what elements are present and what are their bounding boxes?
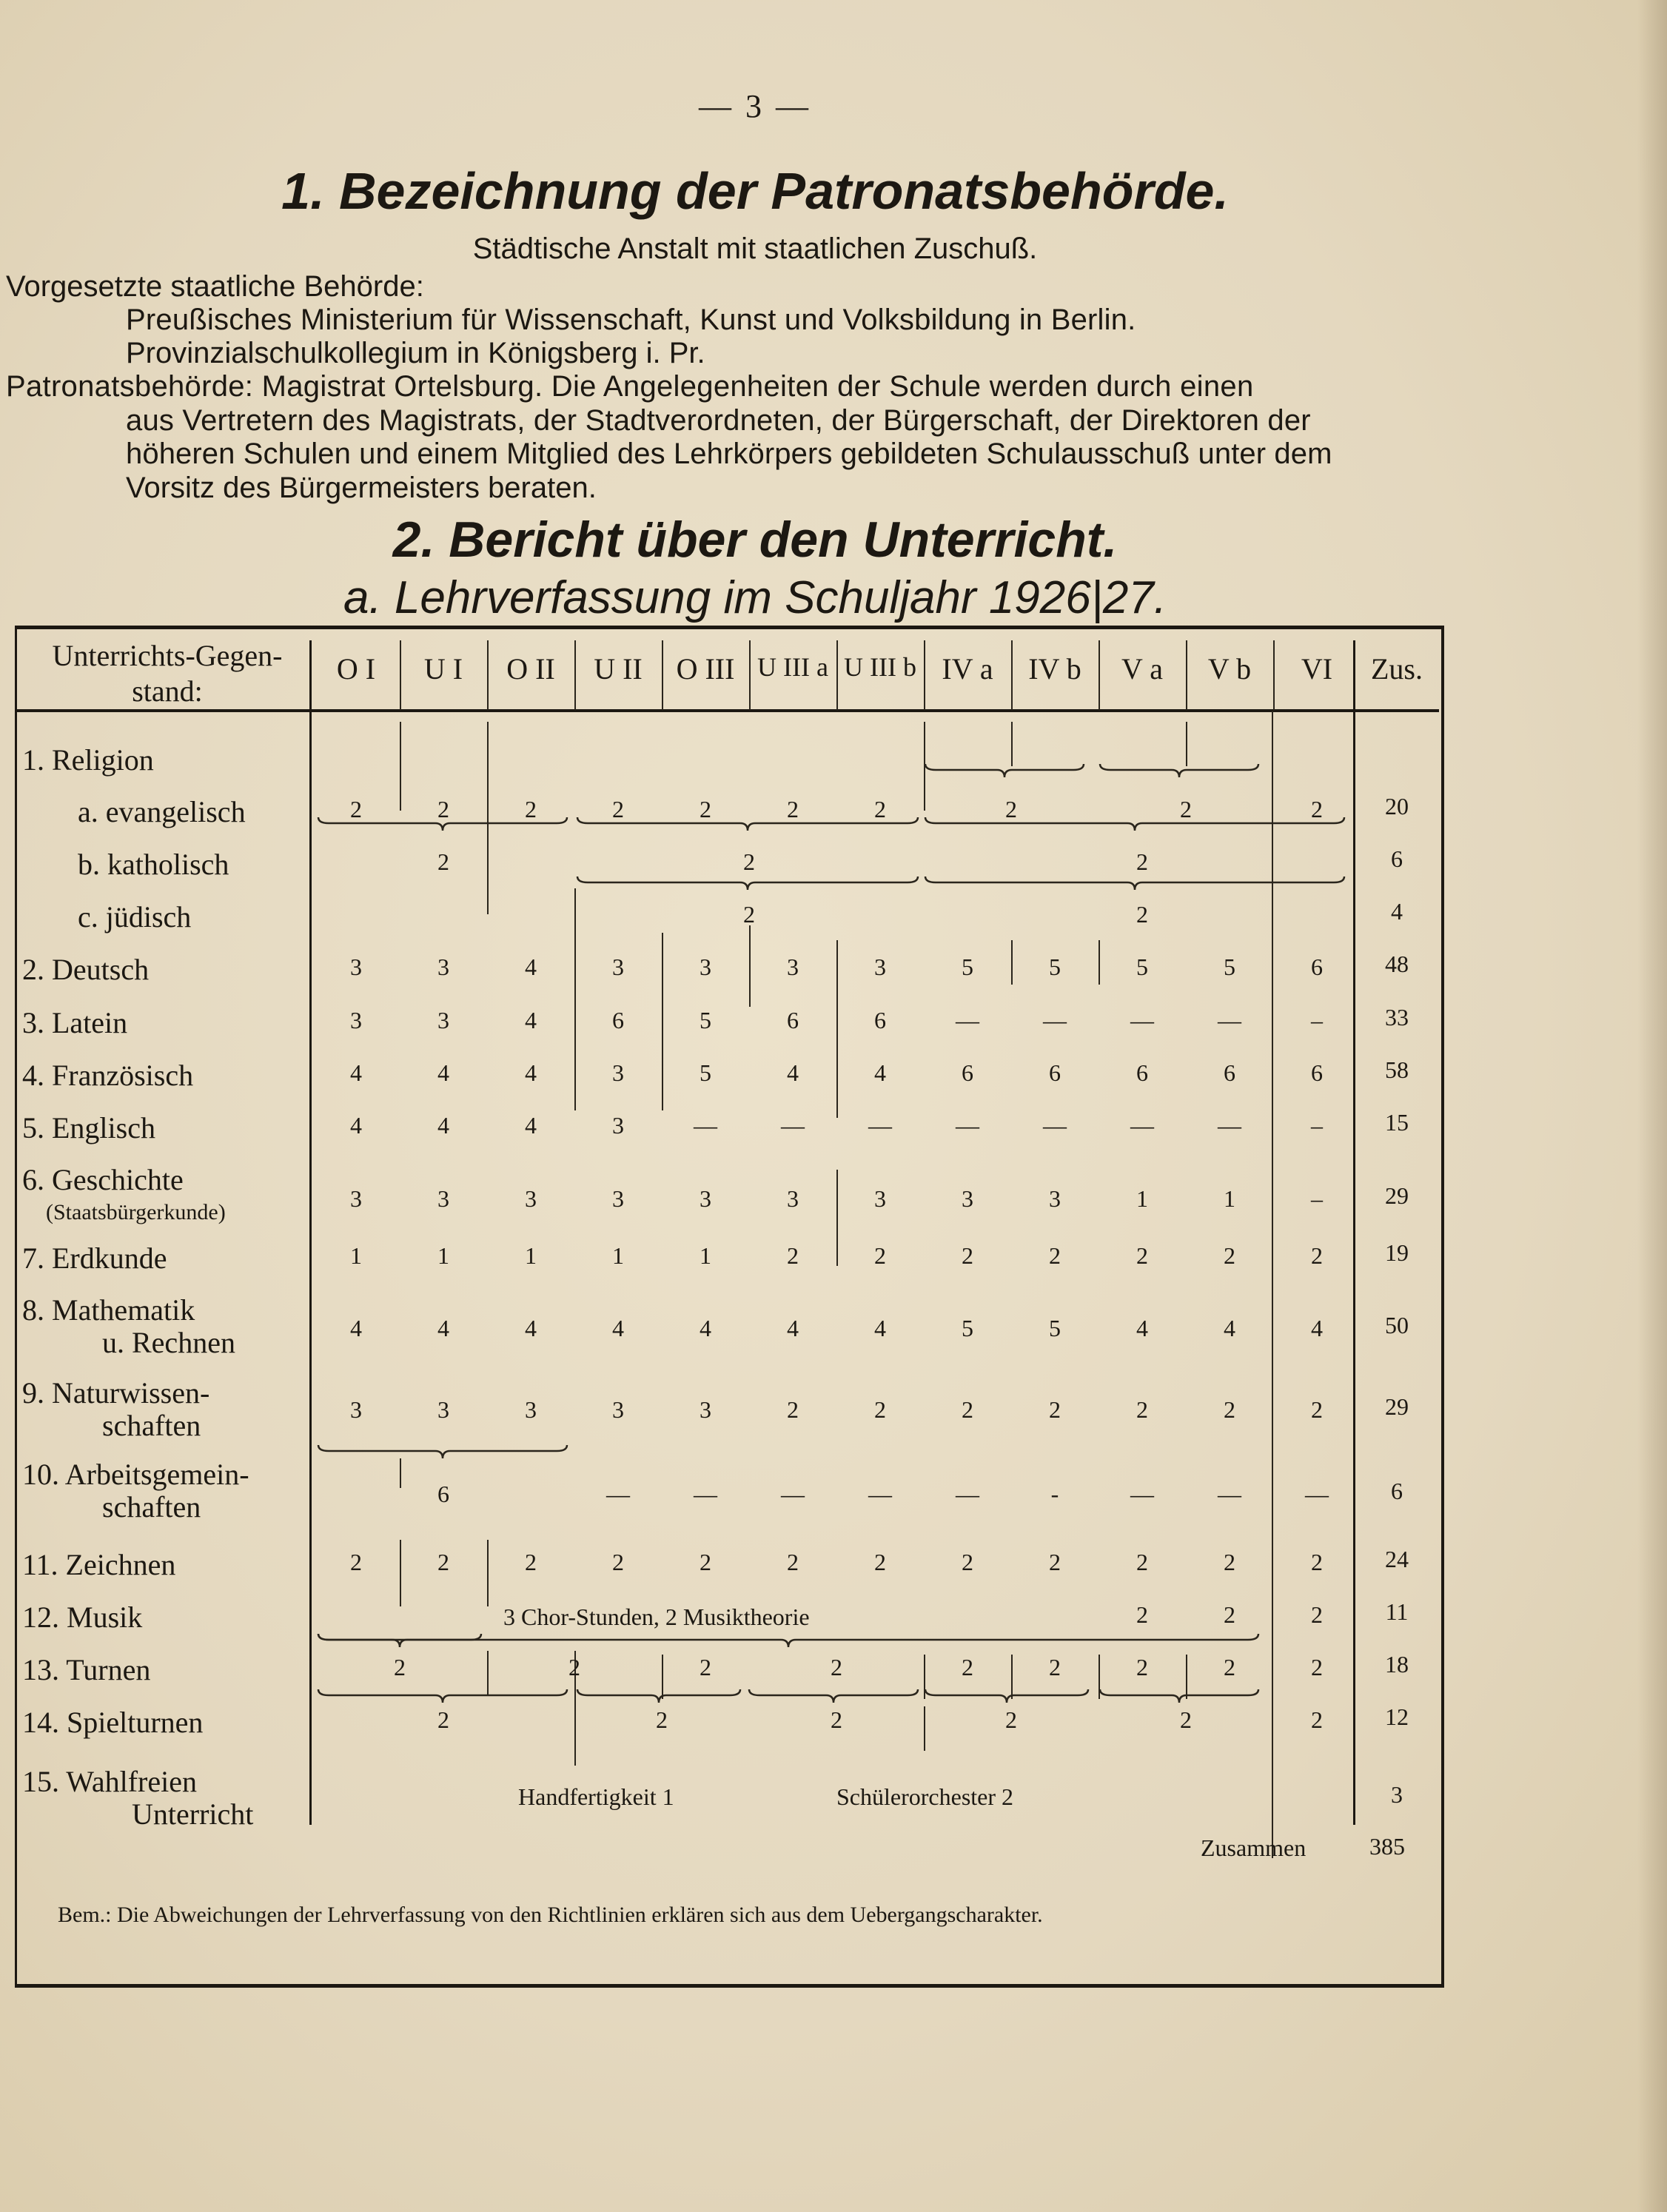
row-total: 33 xyxy=(1385,1004,1409,1030)
table-cell: 2 xyxy=(874,1549,886,1575)
table-cell: 3 xyxy=(437,1185,449,1212)
subject-label-line: 13. Turnen xyxy=(22,1653,151,1686)
grouping-brace xyxy=(925,764,1084,777)
table-cell: 2 xyxy=(437,1549,449,1575)
subject-label-line: 10. Arbeitsgemein- xyxy=(22,1458,249,1491)
table-cell: — xyxy=(1305,1481,1329,1507)
table-cell: 2 xyxy=(525,796,537,822)
grouping-brace xyxy=(577,1689,740,1703)
row-total: 50 xyxy=(1385,1312,1409,1338)
column-header: U I xyxy=(423,652,463,686)
table-cell: 4 xyxy=(1136,1315,1148,1341)
table-cell: 4 xyxy=(350,1315,362,1341)
subject-header-line-2: stand: xyxy=(132,674,203,708)
table-cell: 2 xyxy=(831,1706,842,1733)
row-total: 3 xyxy=(1391,1781,1403,1808)
table-cell: – xyxy=(1311,1112,1323,1139)
table-cell: 2 xyxy=(962,1396,973,1423)
subject-label-line: 2. Deutsch xyxy=(22,953,150,986)
table-cell: 3 xyxy=(437,1007,449,1033)
table-cell: — xyxy=(781,1112,805,1139)
row-total: 18 xyxy=(1385,1651,1409,1678)
subject-label-line: 4. Französisch xyxy=(22,1059,194,1092)
table-cell: 2 xyxy=(437,1706,449,1733)
row-total: 29 xyxy=(1385,1182,1409,1209)
table-cell: 2 xyxy=(1005,796,1017,822)
section-2-heading: 2. Bericht über den Unterricht. xyxy=(392,512,1118,568)
table-cell: 3 xyxy=(437,1396,449,1423)
subject-label-line: 11. Zeichnen xyxy=(22,1548,176,1581)
grouping-brace xyxy=(925,877,1344,890)
column-header: O I xyxy=(336,652,376,686)
subject-header-line-1: Unterrichts-Gegen- xyxy=(52,639,283,672)
table-cell: 3 xyxy=(350,953,362,980)
table-cell: 5 xyxy=(1049,953,1061,980)
table-cell: 2 xyxy=(1311,1242,1323,1269)
table-cell: 2 xyxy=(656,1706,668,1733)
table-cell: 5 xyxy=(1049,1315,1061,1341)
table-cell: 6 xyxy=(1136,1059,1148,1086)
text-line-1: Vorgesetzte staatliche Behörde: xyxy=(6,270,424,303)
subject-label-line: 15. Wahlfreien xyxy=(22,1765,197,1798)
table-cell: 3 xyxy=(612,1059,624,1086)
table-cell: 6 xyxy=(1224,1059,1235,1086)
table-cell: — xyxy=(694,1112,717,1139)
table-cell: – xyxy=(1311,1007,1323,1033)
grouping-brace xyxy=(318,817,567,831)
wahlfrei-note-orchester: Schülerorchester 2 xyxy=(836,1783,1014,1810)
column-header: Zus. xyxy=(1371,652,1423,686)
table-cell: 2 xyxy=(1136,901,1148,928)
table-cell: 4 xyxy=(525,1315,537,1341)
row-total: 24 xyxy=(1385,1546,1409,1572)
table-cell: 3 xyxy=(1049,1185,1061,1212)
grouping-brace xyxy=(1100,764,1258,777)
table-cell: 1 xyxy=(612,1242,624,1269)
table-cell: 2 xyxy=(787,1549,799,1575)
subject-label-line: 7. Erdkunde xyxy=(22,1241,167,1275)
table-cell: 2 xyxy=(962,1549,973,1575)
table-cell: — xyxy=(956,1112,979,1139)
table-cell: — xyxy=(1043,1112,1067,1139)
row-total: 29 xyxy=(1385,1393,1409,1420)
table-cell: 4 xyxy=(700,1315,711,1341)
table-cell: — xyxy=(956,1481,979,1507)
table-cell: 2 xyxy=(1311,1549,1323,1575)
sum-value: 385 xyxy=(1369,1833,1405,1860)
table-cell: 6 xyxy=(1311,953,1323,980)
musik-note: 3 Chor-Stunden, 2 Musiktheorie xyxy=(503,1603,810,1630)
table-cell: 4 xyxy=(787,1059,799,1086)
table-cell: — xyxy=(1130,1112,1154,1139)
subject-label-line: (Staatsbürgerkunde) xyxy=(46,1200,226,1224)
table-cell: 2 xyxy=(437,796,449,822)
table-cell: 3 xyxy=(612,1185,624,1212)
subject-label-line: a. evangelisch xyxy=(78,795,246,828)
table-cell: 2 xyxy=(962,1654,973,1680)
table-cell: 4 xyxy=(350,1112,362,1139)
table-cell: 3 xyxy=(612,953,624,980)
table-cell: 3 xyxy=(525,1396,537,1423)
subject-label-line: u. Rechnen xyxy=(102,1326,235,1359)
subject-label-line: 14. Spielturnen xyxy=(22,1706,204,1739)
row-total: 58 xyxy=(1385,1056,1409,1083)
table-cell: 2 xyxy=(1049,1549,1061,1575)
subject-label-line: 1. Religion xyxy=(22,743,154,777)
text-line-2: Preußisches Ministerium für Wissenschaft, Kunst und Volksbildung in Berlin. xyxy=(126,304,1136,336)
table-cell: — xyxy=(1218,1007,1241,1033)
table-cell: 4 xyxy=(525,1112,537,1139)
table-cell: 5 xyxy=(1136,953,1148,980)
column-header: V a xyxy=(1121,652,1163,686)
table-cell: 2 xyxy=(787,1242,799,1269)
table-cell: 3 xyxy=(787,1185,799,1212)
section-1-subtitle: Städtische Anstalt mit staatlichen Zuschuß. xyxy=(472,232,1038,265)
grouping-brace xyxy=(749,1689,918,1703)
text-line-6: höheren Schulen und einem Mitglied des Lehrkörpers gebildeten Schulausschuß unter dem xyxy=(126,438,1332,470)
table-cell: — xyxy=(606,1481,630,1507)
table-cell: 6 xyxy=(962,1059,973,1086)
grouping-brace xyxy=(577,817,918,831)
table-cell: 3 xyxy=(612,1112,624,1139)
grouping-brace xyxy=(1100,1689,1258,1703)
table-cell: 4 xyxy=(525,953,537,980)
sum-label: Zusammen xyxy=(1201,1834,1307,1861)
table-cell: 1 xyxy=(700,1242,711,1269)
table-cell: 4 xyxy=(350,1059,362,1086)
grouping-brace xyxy=(925,1689,1088,1703)
wahlfrei-note-handfertigkeit: Handfertigkeit 1 xyxy=(518,1783,674,1810)
table-cell: — xyxy=(1130,1007,1154,1033)
table-cell: – xyxy=(1311,1185,1323,1212)
table-cell: 3 xyxy=(700,1185,711,1212)
table-cell: 3 xyxy=(350,1185,362,1212)
row-total: 20 xyxy=(1385,793,1409,820)
table-cell: 6 xyxy=(612,1007,624,1033)
subject-label-line: schaften xyxy=(102,1490,201,1524)
table-cell: 2 xyxy=(1049,1396,1061,1423)
row-total: 4 xyxy=(1391,898,1403,925)
table-cell: 3 xyxy=(350,1396,362,1423)
row-total: 6 xyxy=(1391,1478,1403,1504)
column-header: O III xyxy=(676,652,735,686)
table-cell: 4 xyxy=(1224,1315,1235,1341)
table-cell: 3 xyxy=(874,1185,886,1212)
table-cell: 2 xyxy=(350,796,362,822)
column-header: U III a xyxy=(757,652,828,682)
text-line-5: aus Vertretern des Magistrats, der Stadtverordneten, der Bürgerschaft, der Direktoren der xyxy=(126,404,1311,437)
table-cell: 2 xyxy=(1311,796,1323,822)
table-cell: 6 xyxy=(874,1007,886,1033)
table-cell: 5 xyxy=(700,1059,711,1086)
table-cell: — xyxy=(956,1007,979,1033)
table-cell: 3 xyxy=(525,1185,537,1212)
table-cell: 3 xyxy=(874,953,886,980)
text-line-3: Provinzialschulkollegium in Königsberg i. Pr. xyxy=(126,337,705,369)
table-cell: 2 xyxy=(612,1549,624,1575)
table-cell: 4 xyxy=(437,1059,449,1086)
table-cell: 2 xyxy=(1005,1706,1017,1733)
table-cell: — xyxy=(1218,1112,1241,1139)
table-cell: 4 xyxy=(525,1007,537,1033)
table-cell: 3 xyxy=(787,953,799,980)
table-cell: 2 xyxy=(394,1654,406,1680)
table-cell: 5 xyxy=(962,1315,973,1341)
table-cell: 4 xyxy=(437,1315,449,1341)
subject-label-line: 8. Mathematik xyxy=(22,1293,195,1327)
table-cell: 2 xyxy=(568,1654,580,1680)
grouping-brace xyxy=(318,1445,567,1458)
table-cell: 2 xyxy=(787,796,799,822)
table-cell: — xyxy=(694,1481,717,1507)
table-cell: 2 xyxy=(1224,1601,1235,1628)
table-cell: - xyxy=(1050,1481,1059,1507)
table-cell: 6 xyxy=(1049,1059,1061,1086)
subject-label-line: 6. Geschichte xyxy=(22,1163,184,1196)
table-cell: 2 xyxy=(1224,1396,1235,1423)
table-cell: 2 xyxy=(1136,848,1148,875)
text-line-4: Patronatsbehörde: Magistrat Ortelsburg. Die Angelegenheiten der Schule werden durch einen xyxy=(6,370,1254,403)
table-cell: 2 xyxy=(1136,1549,1148,1575)
grouping-brace xyxy=(925,817,1344,831)
table-cell: 2 xyxy=(1311,1706,1323,1733)
column-header: V b xyxy=(1207,652,1252,686)
table-cell: 4 xyxy=(874,1059,886,1086)
table-cell: 2 xyxy=(1311,1396,1323,1423)
table-cell: 1 xyxy=(437,1242,449,1269)
table-cell: 2 xyxy=(874,1396,886,1423)
table-cell: 4 xyxy=(612,1315,624,1341)
table-cell: 2 xyxy=(1136,1601,1148,1628)
section-1-heading: 1. Bezeichnung der Patronatsbehörde. xyxy=(281,162,1229,220)
subject-label-line: 12. Musik xyxy=(22,1601,143,1634)
text-line-7: Vorsitz des Bürgermeisters beraten. xyxy=(126,472,597,504)
table-cell: 2 xyxy=(350,1549,362,1575)
table-cell: 2 xyxy=(874,796,886,822)
column-header: O II xyxy=(506,652,555,686)
table-cell: 1 xyxy=(350,1242,362,1269)
table-cell: 3 xyxy=(962,1185,973,1212)
table-cell: 2 xyxy=(1311,1601,1323,1628)
table-cell: 3 xyxy=(612,1396,624,1423)
column-header: IV b xyxy=(1028,652,1081,686)
table-cell: 2 xyxy=(743,901,755,928)
table-cell: 2 xyxy=(787,1396,799,1423)
grouping-brace xyxy=(577,877,918,890)
table-cell: 2 xyxy=(1311,1654,1323,1680)
table-cell: 2 xyxy=(437,848,449,875)
table-cell: 6 xyxy=(437,1481,449,1507)
table-cell: 2 xyxy=(743,848,755,875)
subject-label-line: b. katholisch xyxy=(78,848,229,881)
grouping-brace xyxy=(318,1689,567,1703)
table-cell: — xyxy=(1130,1481,1154,1507)
table-cell: 3 xyxy=(700,1396,711,1423)
table-cell: 5 xyxy=(700,1007,711,1033)
row-total: 15 xyxy=(1385,1109,1409,1136)
section-2-subheading: a. Lehrverfassung im Schuljahr 1926|27. xyxy=(343,572,1167,623)
row-total: 6 xyxy=(1391,845,1403,872)
remark: Bem.: Die Abweichungen der Lehrverfassung von den Richtlinien erklären sich aus dem Uebergangscharakter. xyxy=(58,1903,1043,1927)
table-cell: 3 xyxy=(700,953,711,980)
subject-label-line: Unterricht xyxy=(132,1797,254,1831)
table-cell: 2 xyxy=(1180,1706,1192,1733)
table-cell: 4 xyxy=(437,1112,449,1139)
column-header: U II xyxy=(594,652,643,686)
table-cell: 2 xyxy=(525,1549,537,1575)
table-cell: 2 xyxy=(1136,1396,1148,1423)
table-cell: — xyxy=(868,1112,892,1139)
table-cell: 2 xyxy=(1180,796,1192,822)
table-cell: 2 xyxy=(962,1242,973,1269)
subject-label-line: c. jüdisch xyxy=(78,900,192,934)
table-cell: 2 xyxy=(874,1242,886,1269)
table-cell: 2 xyxy=(612,796,624,822)
column-header: IV a xyxy=(942,652,993,686)
table-cell: 1 xyxy=(525,1242,537,1269)
row-total: 19 xyxy=(1385,1239,1409,1266)
table-cell: 2 xyxy=(700,1549,711,1575)
table-cell: 3 xyxy=(437,953,449,980)
subject-label-line: schaften xyxy=(102,1409,201,1442)
page-number: — 3 — xyxy=(699,88,811,124)
subject-label-line: 3. Latein xyxy=(22,1006,128,1039)
table-cell: 4 xyxy=(787,1315,799,1341)
table-cell: 1 xyxy=(1224,1185,1235,1212)
table-cell: — xyxy=(1218,1481,1241,1507)
subject-label-line: 5. Englisch xyxy=(22,1111,155,1144)
table-cell: 2 xyxy=(831,1654,842,1680)
table-cell: — xyxy=(781,1481,805,1507)
column-header: VI xyxy=(1301,652,1333,686)
table-cell: 5 xyxy=(1224,953,1235,980)
table-cell: 4 xyxy=(525,1059,537,1086)
table-cell: 6 xyxy=(1311,1059,1323,1086)
table-cell: 1 xyxy=(1136,1185,1148,1212)
table-cell: 2 xyxy=(700,1654,711,1680)
row-total: 48 xyxy=(1385,951,1409,977)
table-cell: — xyxy=(868,1481,892,1507)
table-cell: 2 xyxy=(1136,1242,1148,1269)
table-cell: 4 xyxy=(1311,1315,1323,1341)
table-cell: 3 xyxy=(350,1007,362,1033)
table-cell: 6 xyxy=(787,1007,799,1033)
table-cell: 2 xyxy=(1136,1654,1148,1680)
subject-label-line: 9. Naturwissen- xyxy=(22,1376,210,1410)
table-cell: 2 xyxy=(1224,1242,1235,1269)
table-cell: 2 xyxy=(1049,1654,1061,1680)
row-total: 11 xyxy=(1385,1598,1409,1625)
table-cell: 4 xyxy=(874,1315,886,1341)
column-header: U III b xyxy=(844,652,916,682)
table-cell: 2 xyxy=(1224,1654,1235,1680)
table-cell: 2 xyxy=(700,796,711,822)
table-cell: — xyxy=(1043,1007,1067,1033)
table-cell: 2 xyxy=(1049,1242,1061,1269)
table-cell: 5 xyxy=(962,953,973,980)
row-total: 12 xyxy=(1385,1703,1409,1730)
table-cell: 2 xyxy=(1224,1549,1235,1575)
